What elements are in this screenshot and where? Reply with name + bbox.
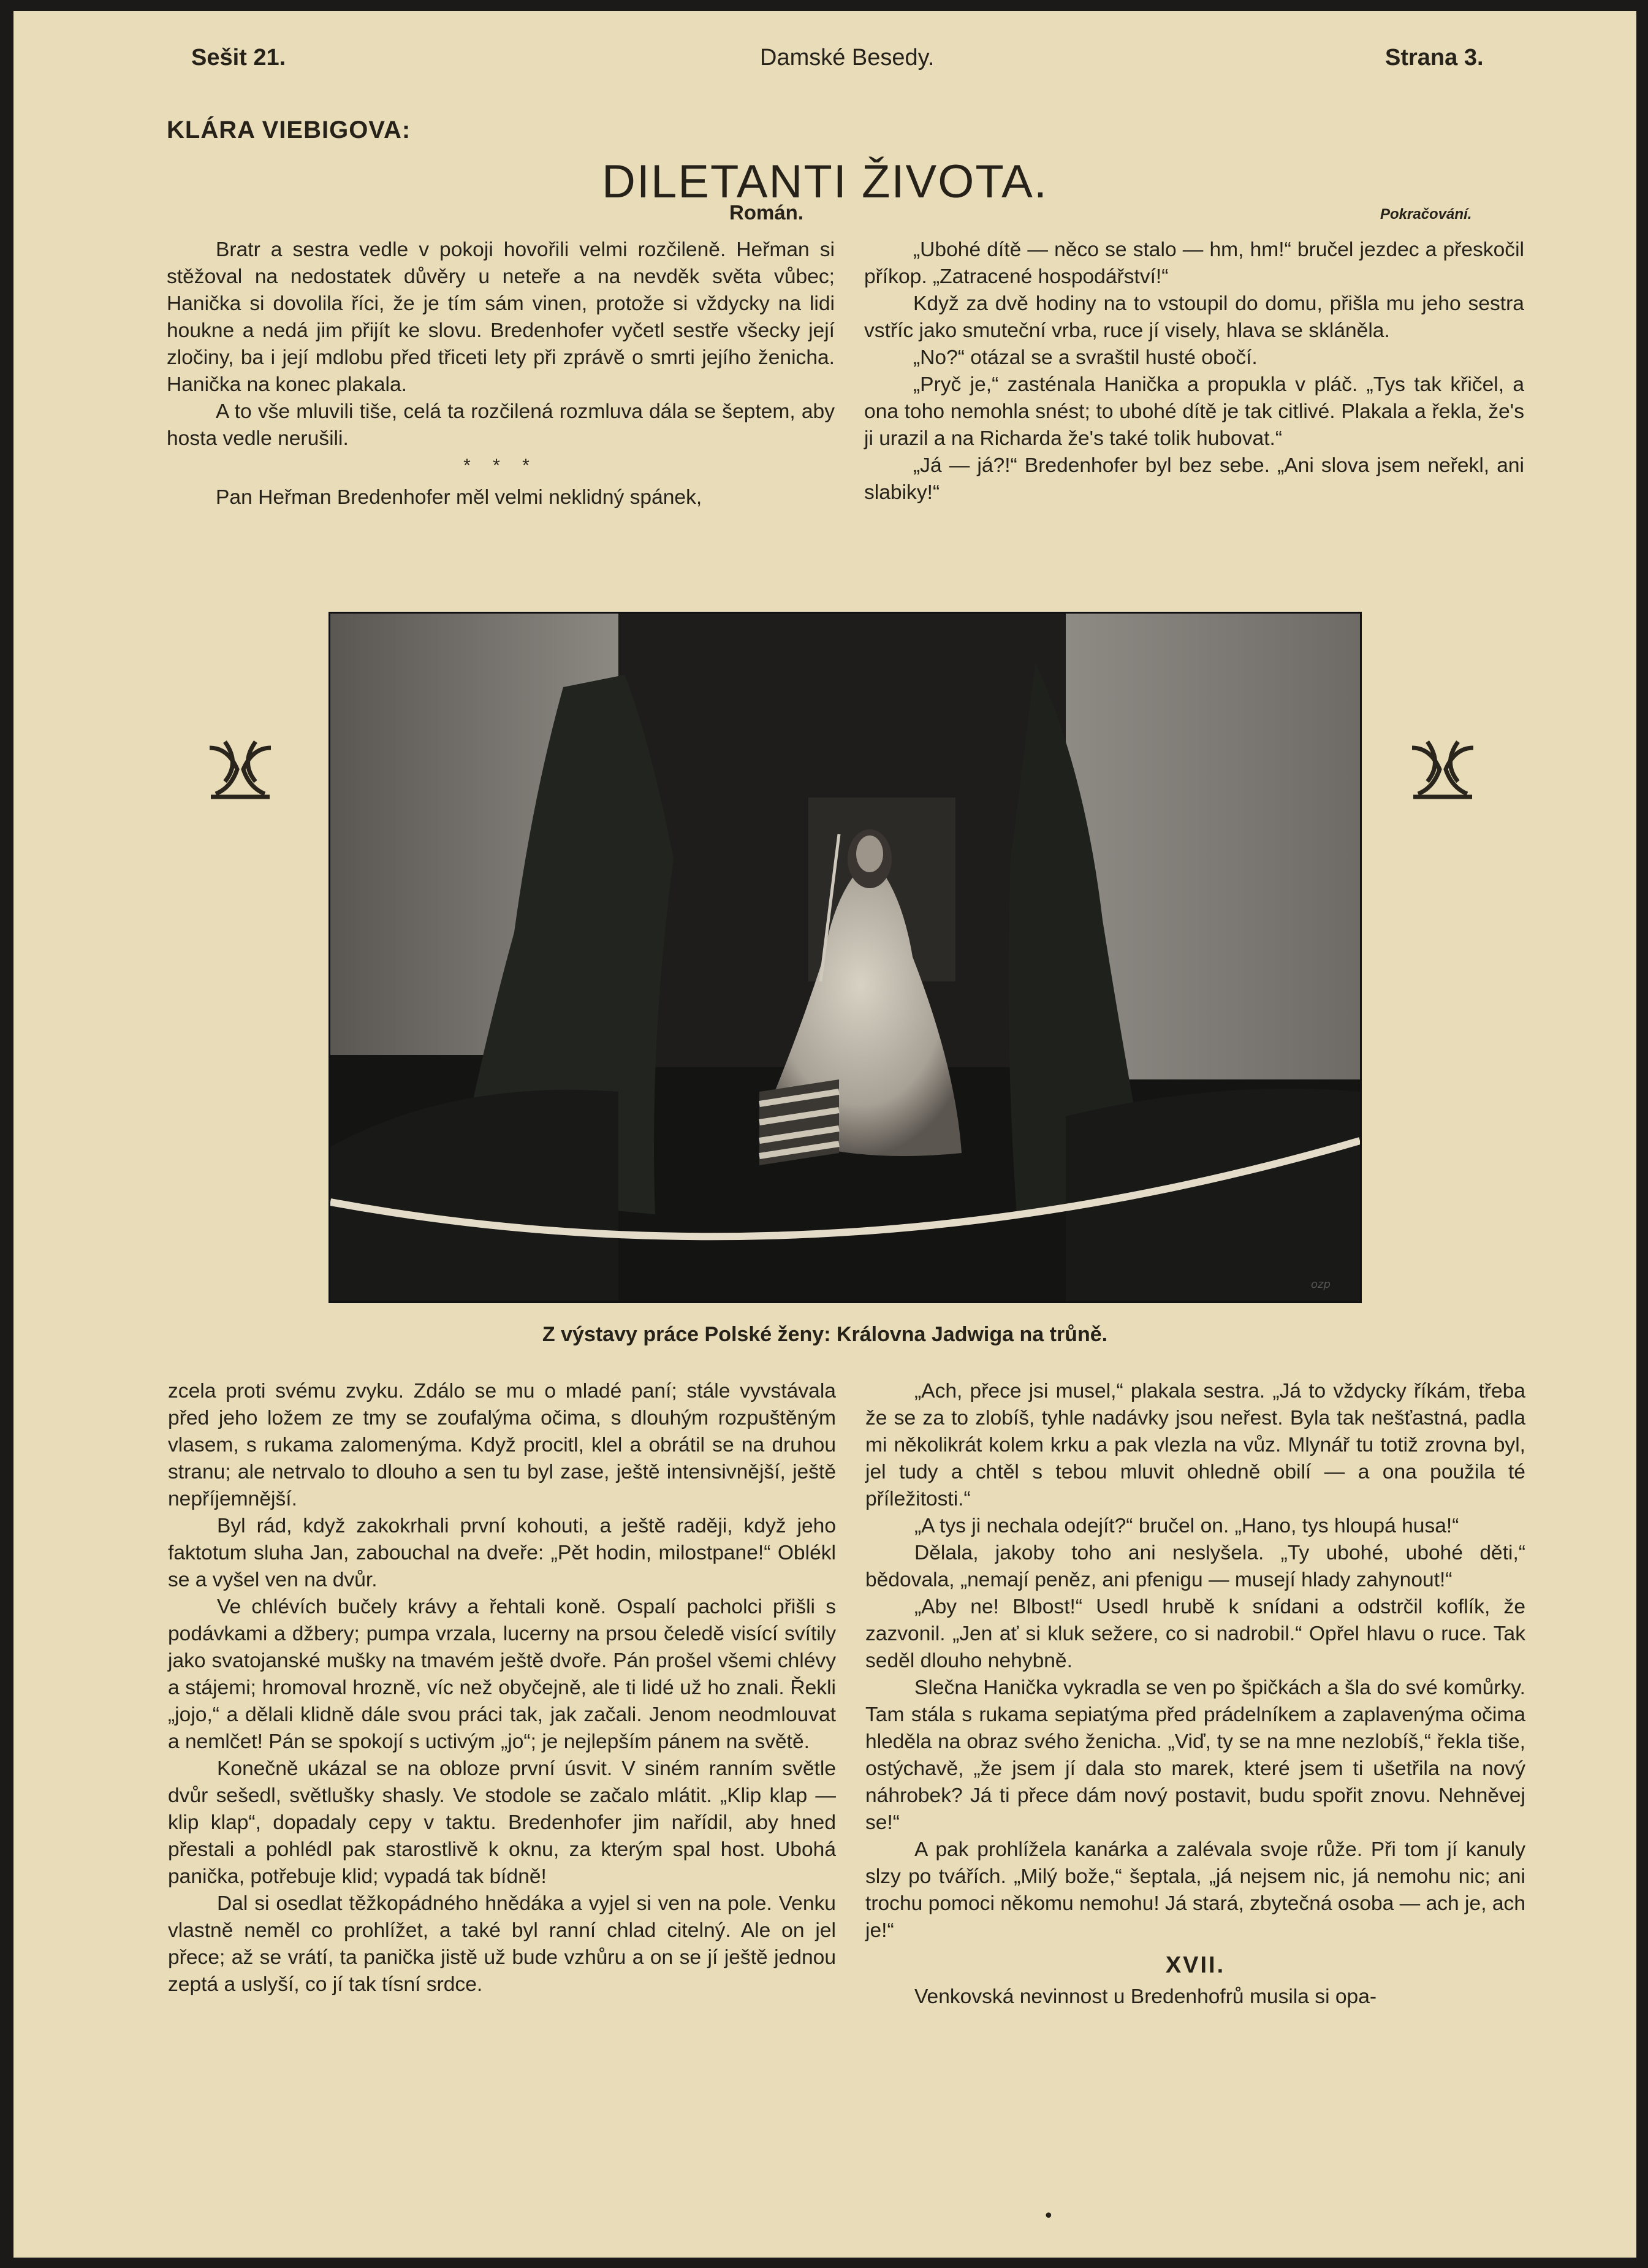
paragraph: „Aby ne! Blbost!“ Usedl hrubě k snídani a odstrčil koflík, že zazvonil. „Jen ať si kluk sežere, co si nadrobil.“ Opřel hlavu o ruce. Tak seděl dlouho nehybně. [865,1596,1525,1672]
article-subtitle: Román. [729,201,804,224]
photographer-signature: ozp [1311,1278,1331,1291]
image-caption: Z výstavy práce Polské ženy: Královna Jadwiga na trůně. [542,1323,1108,1346]
striped-cloth [759,1079,839,1165]
bottom-left-column [168,1378,836,1998]
continued-note: Pokračování. [1380,206,1472,223]
paragraph: „No?“ otázal se a svraštil husté obočí. [913,346,1258,369]
paragraph: „Já — já?!“ Bredenhofer byl bez sebe. „Ani slova jsem neřekl, ani slabiky!“ [864,454,1524,504]
header-magazine-name: Damské Besedy. [760,45,935,70]
paragraph: „A tys ji nechala odejít?“ bručel on. „Hano, tys hloupá husa!“ [914,1515,1459,1537]
right-ornament-icon [1406,736,1479,804]
paragraph: „Pryč je,“ zasténala Hanička a propukla v pláč. „Tys tak křičel, a ona toho nemohla snést; to ubohé dítě je tak citlivé. Plakala a řekla, že's ji urazil a na Richarda že's také tolik hubovat.“ [864,373,1524,450]
paragraph: Ve chlévích bučely krávy a řehtali koně. Ospalí pacholci přišli s podávkami a džbery; pumpa vrzala, lucerny na prsou čeledě visící svítily jako svatojanské mušky na tmavém ještě dvoře. Pán prošel všemi chlévy a stájemi; hromoval hrozně, víc než obyčejně, ale ti lidé už ho znali. Řekli „jojo,“ a dělali klidně dále svou práci tak, jak začali. Jenom neodmlouvat a nemlčet! Pán se spokojí s uctivým „jo“; je nejlepším pánem na světě. [168,1596,836,1753]
paragraph: Byl rád, když zakokrhali první kohouti, a ještě raději, když jeho faktotum sluha Jan, zabouchal na dveře: „Pět hodin, milostpane!“ Oblékl se a vyšel ven na dvůr. [168,1515,836,1591]
section-separator: * * * [463,455,538,476]
paragraph: zcela proti svému zvyku. Zdálo se mu o mladé paní; stále vyvstávala před jeho ložem ze tmy se zoufalýma očima, s dlouhým rozpuštěným vlasem, s rukama zalomenýma. Když procitl, klel a obrátil se na druhou stranu; ale netrvalo to dlouho a sen tu byl zase, ještě intensivnější, ještě nepříjemnější. [168,1380,836,1510]
top-right-column [864,237,1524,506]
paragraph: Dělala, jakoby toho ani neslyšela. „Ty ubohé, ubohé děti,“ bědovala, „nemají peněz, ani pfenigu — musejí hlady zahynout!“ [865,1542,1525,1591]
header-issue: Sešit 21. [191,45,286,70]
paragraph: Slečna Hanička vykradla se ven po špičkách a šla do své komůrky. Tam stála s rukama sepiatýma před prádelníkem a zaplavenýma očima hleděla na obraz svého ženicha. „Viď, ty se na mne nezlobíš,“ řekla tiše, ostýchavě, „že jsem jí dala sto marek, které jsem ti ušetřila na nový náhrobek? Já ti přece dám nový postavit, budu spořit znovu. Nehněvej se!“ [865,1676,1525,1834]
paragraph: Bratr a sestra vedle v pokoji hovořili velmi rozčileně. Heřman si stěžoval na nedostatek důvěry u neteře a na nevděk světa vůbec; Hanička si dovolila říci, že je tím sám vinen, protože si vždycky na lidi houkne a nedá jim přijít ke slovu. Bredenhofer vyčetl sestře všecky její zločiny, ba i její mdlobu před třiceti lety při zprávě o smrti jejího ženicha. Hanička na konec plakala. [167,238,835,396]
top-left-column [167,237,835,511]
photograph [328,612,1362,1303]
paragraph: Venkovská nevinnost u Bredenhofrů musila si opa- [914,1985,1377,2008]
paragraph: Když za dvě hodiny na to vstoupil do domu, přišla mu jeho sestra vstříc jako smuteční vrba, ruce jí visely, hlava se skláněla. [864,292,1524,342]
header-page-number: Strana 3. [1385,45,1484,70]
paragraph: „Ubohé dítě — něco se stalo — hm, hm!“ bručel jezdec a přeskočil příkop. „Zatracené hospodářství!“ [864,238,1524,288]
paragraph: A to vše mluvili tiše, celá ta rozčilená rozmluva dála se šeptem, aby hosta vedle nerušili. [167,400,835,450]
author-name: KLÁRA VIEBIGOVA: [167,116,411,143]
chapter-number: XVII. [1165,1952,1226,1978]
paragraph: A pak prohlížela kanárka a zalévala svoje růže. Při tom jí kanuly slzy po tvářích. „Milý bože,“ šeptala, „já nejsem nic, já nemohu nic; ani trochu pomoci někomu nemohu! Já stará, zbytečná osoba — ach je, ach je!“ [865,1838,1525,1942]
paragraph: Pan Heřman Bredenhofer měl velmi neklidný spánek, [216,486,702,509]
paragraph: „Ach, přece jsi musel,“ plakala sestra. „Já to vždycky říkám, třeba že se za to zlobíš, tyhle nadávky jsou neřest. Byla tak nešťastná, padla mi několikrát kolem krku a pak vlezla na vůz. Mlynář tu totiž zrovna byl, jel tudy a chtěl s tebou mluvit ohledně obilí — a ona použila té příležitosti.“ [865,1380,1525,1510]
bottom-right-column [865,1378,1525,2011]
queen-jadwiga-photo [330,614,1360,1301]
footer-mark: • [1043,2205,1054,2227]
article-title: DILETANTI ŽIVOTA. [602,156,1048,208]
magazine-page [13,11,1636,2258]
paragraph: Konečně ukázal se na obloze první úsvit. V siném ranním světle dvůr sešedl, světlušky shasly. Ve stodole se začalo mlátit. „Klip klap — klip klap“, dopadaly cepy v taktu. Bredenhofer jim nařídil, aby hned přestali a pohlédl pak starostlivě k oknu, za kterým spal host. Ubohá panička, potřebuje klid; vypadá tak bídně! [168,1757,836,1888]
left-ornament-icon [203,736,277,804]
paragraph: Dal si osedlat těžkopádného hnědáka a vyjel si ven na pole. Venku vlastně neměl co prohlížet, a také byl ranní chlad citelný. Ale on jel přece; až se vrátí, ta panička jistě už bude vzhůru a on se jí ještě jednou zeptá a uslyší, co jí tak tísní srdce. [168,1892,836,1996]
